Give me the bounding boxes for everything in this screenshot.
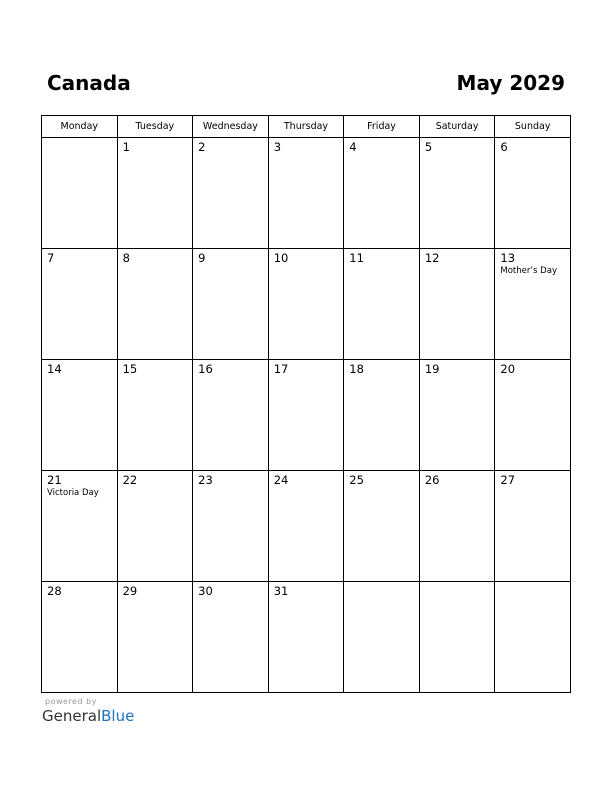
day-number [420, 582, 495, 585]
day-cell [117, 249, 193, 360]
brand-name-part1: General [42, 707, 102, 725]
day-number [344, 582, 419, 585]
day-cell [419, 582, 495, 693]
day-number: 27 [500, 473, 516, 487]
day-number: 29 [122, 584, 138, 598]
day-cell [42, 471, 118, 582]
day-number: 16 [198, 362, 213, 376]
day-number: 24 [273, 473, 289, 487]
country-title: Canada [47, 71, 131, 95]
day-cell [117, 582, 193, 693]
weekday-tuesday: Tuesday [117, 116, 193, 138]
day-cell [117, 471, 193, 582]
week-row [42, 249, 571, 360]
day-number: 13 [500, 251, 516, 265]
day-number: 1 [122, 140, 130, 154]
day-number: 20 [500, 362, 516, 376]
day-cell [495, 582, 571, 693]
week-row [42, 138, 571, 249]
day-number: 14 [47, 362, 62, 376]
day-cell [495, 471, 571, 582]
day-cell [495, 249, 571, 360]
day-number: 25 [349, 473, 364, 487]
day-cell [344, 138, 420, 249]
day-cell [193, 138, 269, 249]
week-row [42, 360, 571, 471]
day-cell [42, 582, 118, 693]
week-row [42, 582, 571, 693]
weekday-header-row [42, 116, 571, 138]
day-cell [419, 138, 495, 249]
day-cell [495, 360, 571, 471]
day-cell [193, 249, 269, 360]
powered-by-label: powered by [45, 697, 97, 706]
day-cell [193, 360, 269, 471]
day-cell [42, 138, 118, 249]
day-cell [268, 582, 344, 693]
day-cell [344, 582, 420, 693]
day-number: 10 [273, 251, 289, 265]
brand-logo [42, 707, 134, 725]
weekday-sunday: Sunday [495, 116, 571, 138]
day-number: 8 [122, 251, 130, 265]
day-cell [344, 360, 420, 471]
day-number: 9 [198, 251, 206, 265]
day-cell [419, 360, 495, 471]
day-number: 4 [349, 140, 357, 154]
day-cell [268, 471, 344, 582]
day-cell [117, 360, 193, 471]
calendar-grid [41, 115, 571, 693]
day-cell [193, 582, 269, 693]
day-number: 5 [424, 140, 433, 154]
day-number [42, 138, 117, 141]
weekday-friday: Friday [344, 116, 420, 138]
day-cell [268, 360, 344, 471]
day-number: 12 [424, 251, 440, 265]
day-number: 23 [198, 473, 213, 487]
day-number: 26 [424, 473, 440, 487]
holiday-label: Mother’s Day [500, 266, 557, 276]
weekday-saturday: Saturday [419, 116, 495, 138]
brand-name-part2: Blue [101, 707, 135, 725]
weekday-monday: Monday [42, 116, 118, 138]
day-number: 2 [198, 140, 206, 154]
holiday-label: Victoria Day [47, 488, 99, 498]
day-number: 31 [273, 584, 289, 598]
day-cell [344, 471, 420, 582]
day-number: 6 [500, 140, 508, 154]
day-number: 7 [47, 251, 55, 265]
day-cell [268, 249, 344, 360]
weekday-wednesday: Wednesday [193, 116, 269, 138]
day-number: 28 [47, 584, 62, 598]
day-number [495, 582, 570, 585]
day-cell [42, 249, 118, 360]
day-cell [268, 138, 344, 249]
day-number: 15 [122, 362, 138, 376]
day-number: 22 [122, 473, 138, 487]
weekday-thursday: Thursday [268, 116, 344, 138]
day-cell [193, 471, 269, 582]
day-cell [344, 249, 420, 360]
day-cell [117, 138, 193, 249]
day-cell [419, 249, 495, 360]
day-cell [42, 360, 118, 471]
month-year-title: May 2029 [456, 71, 565, 95]
day-cell [495, 138, 571, 249]
day-number: 30 [198, 584, 213, 598]
day-number: 17 [273, 362, 289, 376]
day-number: 18 [349, 362, 364, 376]
day-number: 19 [424, 362, 440, 376]
day-number: 3 [273, 140, 282, 154]
day-cell [419, 471, 495, 582]
day-number: 11 [349, 251, 364, 265]
day-number: 21 [47, 473, 62, 487]
week-row [42, 471, 571, 582]
